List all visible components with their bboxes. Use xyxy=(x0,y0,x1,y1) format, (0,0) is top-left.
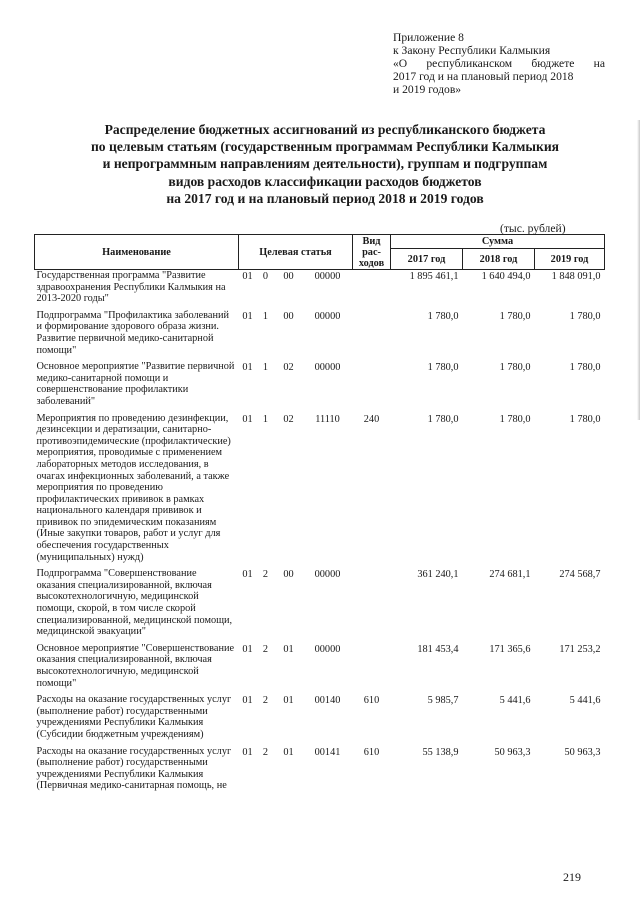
row-code-program: 01 xyxy=(242,746,253,758)
row-code-program: 01 xyxy=(242,569,253,581)
row-code-event: 00 xyxy=(283,310,294,322)
row-code-direction: 00000 xyxy=(314,310,341,322)
row-sum-2018: 1 640 494,0 xyxy=(481,271,531,282)
row-code-subprogram: 1 xyxy=(262,310,269,322)
appendix-word: на xyxy=(593,57,605,70)
row-sum-2018: 274 681,1 xyxy=(489,569,531,581)
appendix-word: республиканском xyxy=(426,57,513,70)
table-row xyxy=(35,694,605,745)
title-line-5: на 2017 год и на плановый период 2018 и 2019 годов xyxy=(166,190,484,206)
row-name: Мероприятия по проведению дезинфекции, дезинсекции и дератизации, санитарно-противоэпидемические (профилактические) мероприятия, проводимые с применением лабораторных методов исследования, в очагах инфекционных заболеваний, а также мероприятия по проведению профилактических прививок в рамках национального календаря прививок и прививок по эпидемическим показаниям (Иные закупки товаров, работ и услуг для обеспечения государственных (муниципальных) нужд) xyxy=(36,412,231,563)
row-sum-2019: 1 780,0 xyxy=(569,362,601,374)
row-code-program: 01 xyxy=(242,362,253,374)
row-code-program: 01 xyxy=(242,643,253,655)
row-code-direction: 11110 xyxy=(315,413,340,425)
table-row xyxy=(35,643,605,694)
row-code-direction: 00000 xyxy=(314,362,341,374)
table-row xyxy=(35,361,605,412)
row-sum-2019: 1 780,0 xyxy=(569,413,601,425)
appendix-line-1: Приложение 8 xyxy=(393,31,464,44)
appendix-word: «О xyxy=(393,57,408,70)
budget-table xyxy=(34,234,605,797)
row-sum-2018: 1 780,0 xyxy=(499,413,531,425)
row-code-subprogram: 2 xyxy=(262,695,269,707)
title-line-3: и непрограммным направлениям деятельности), группам и подгруппам xyxy=(102,156,548,172)
row-sum-2019: 1 848 091,0 xyxy=(551,271,601,282)
header-target: Целевая статья xyxy=(239,235,353,270)
appendix-line-4: 2017 год и на плановый период 2018 xyxy=(393,70,574,83)
row-code-event: 02 xyxy=(283,362,294,374)
row-code-event: 02 xyxy=(283,413,294,425)
appendix-line-3 xyxy=(393,57,605,70)
row-sum-2019: 50 963,3 xyxy=(564,746,601,758)
row-expense-kind xyxy=(353,568,391,643)
row-sum-2017: 55 138,9 xyxy=(422,746,459,758)
row-sum-2017: 1 895 461,1 xyxy=(409,271,459,282)
row-sum-2019: 171 253,2 xyxy=(559,643,601,655)
header-year-2019: 2019 год xyxy=(535,249,605,270)
row-code-subprogram: 1 xyxy=(262,413,269,425)
row-expense-kind xyxy=(353,310,391,361)
row-expense-kind xyxy=(353,270,391,310)
title-line-2: по целевым статьям (государственным программам Республики Калмыкия xyxy=(90,139,560,155)
row-code-subprogram: 2 xyxy=(262,746,269,758)
table-row xyxy=(35,746,605,797)
table-row xyxy=(35,270,605,310)
row-sum-2018: 171 365,6 xyxy=(489,643,531,655)
row-expense-kind xyxy=(353,643,391,694)
row-code-program: 01 xyxy=(242,413,253,425)
page-number: 219 xyxy=(563,870,581,884)
table-row xyxy=(35,413,605,569)
row-sum-2017: 5 985,7 xyxy=(427,695,459,707)
row-code-direction: 00140 xyxy=(314,695,341,707)
unit-label: (тыс. рублей) xyxy=(500,222,566,235)
header-year-2018: 2018 год xyxy=(463,249,535,270)
row-code-subprogram: 0 xyxy=(262,271,269,282)
row-name: Подпрограмма "Совершенствование оказания специализированной, включая высокотехнологичную, медицинской помощи, скорой, в том числе скорой специализированной, медицинской помощи, медицинской эвакуации" xyxy=(36,568,233,638)
row-sum-2018: 50 963,3 xyxy=(494,746,531,758)
row-code-subprogram: 2 xyxy=(262,643,269,655)
appendix-word: бюджете xyxy=(531,57,575,70)
document-title xyxy=(40,121,610,207)
header-sum: Сумма xyxy=(391,235,605,249)
row-expense-kind xyxy=(353,361,391,412)
row-expense-kind: 240 xyxy=(363,413,380,425)
row-sum-2017: 1 780,0 xyxy=(427,413,459,425)
row-code-direction: 00141 xyxy=(314,746,341,758)
row-name: Подпрограмма "Профилактика заболеваний и формирование здорового образа жизни. Развитие первичной медико-санитарной помощи" xyxy=(36,309,230,356)
row-sum-2018: 1 780,0 xyxy=(499,310,531,322)
row-sum-2017: 1 780,0 xyxy=(427,362,459,374)
row-code-direction: 00000 xyxy=(314,569,341,581)
row-sum-2019: 5 441,6 xyxy=(569,695,601,707)
row-code-program: 01 xyxy=(242,310,253,322)
row-code-direction: 00000 xyxy=(314,271,341,282)
appendix-line-5: и 2019 годов» xyxy=(393,83,462,96)
row-name: Основное мероприятие "Совершенствование оказания специализированной, включая высокотехнологичную, медицинской помощи" xyxy=(36,642,235,689)
row-sum-2018: 1 780,0 xyxy=(499,362,531,374)
row-code-direction: 00000 xyxy=(314,643,341,655)
row-expense-kind: 610 xyxy=(363,746,380,758)
row-code-event: 01 xyxy=(283,695,294,707)
row-code-event: 00 xyxy=(283,569,294,581)
row-code-event: 01 xyxy=(283,746,294,758)
row-name: Государственная программа "Развитие здравоохранения Республики Калмыкия на 2013-2020 годы" xyxy=(36,270,226,305)
row-name: Расходы на оказание государственных услуг (выполнение работ) государственными учреждениями Республики Калмыкия (Первичная медико-санитарная помощь, не xyxy=(36,745,232,792)
row-sum-2017: 361 240,1 xyxy=(417,569,459,581)
table-row xyxy=(35,568,605,643)
row-code-program: 01 xyxy=(242,695,253,707)
row-sum-2017: 181 453,4 xyxy=(417,643,459,655)
row-expense-kind: 610 xyxy=(363,695,380,707)
title-line-4: видов расходов классификации расходов бюджетов xyxy=(168,173,482,189)
row-sum-2019: 1 780,0 xyxy=(569,310,601,322)
row-sum-2017: 1 780,0 xyxy=(427,310,459,322)
row-name: Основное мероприятие "Развитие первичной медико-санитарной помощи и совершенствование профилактики заболеваний" xyxy=(36,361,235,407)
appendix-line-2: к Закону Республики Калмыкия xyxy=(393,44,551,57)
appendix-header xyxy=(393,31,605,96)
row-sum-2018: 5 441,6 xyxy=(499,695,531,707)
row-name: Расходы на оказание государственных услуг (выполнение работ) государственными учреждениями Республики Калмыкия (Субсидии бюджетным учреждениям) xyxy=(36,694,232,740)
row-code-event: 00 xyxy=(283,271,294,282)
row-sum-2019: 274 568,7 xyxy=(559,569,601,581)
row-code-subprogram: 2 xyxy=(262,569,269,581)
title-line-1: Распределение бюджетных ассигнований из республиканского бюджета xyxy=(104,122,546,137)
header-kind: Вид рас-ходов xyxy=(353,235,391,270)
row-code-program: 01 xyxy=(242,271,253,282)
table-row xyxy=(35,310,605,361)
row-code-subprogram: 1 xyxy=(262,362,269,374)
header-year-2017: 2017 год xyxy=(391,249,463,270)
header-name: Наименование xyxy=(35,235,239,270)
row-code-event: 01 xyxy=(283,643,294,655)
